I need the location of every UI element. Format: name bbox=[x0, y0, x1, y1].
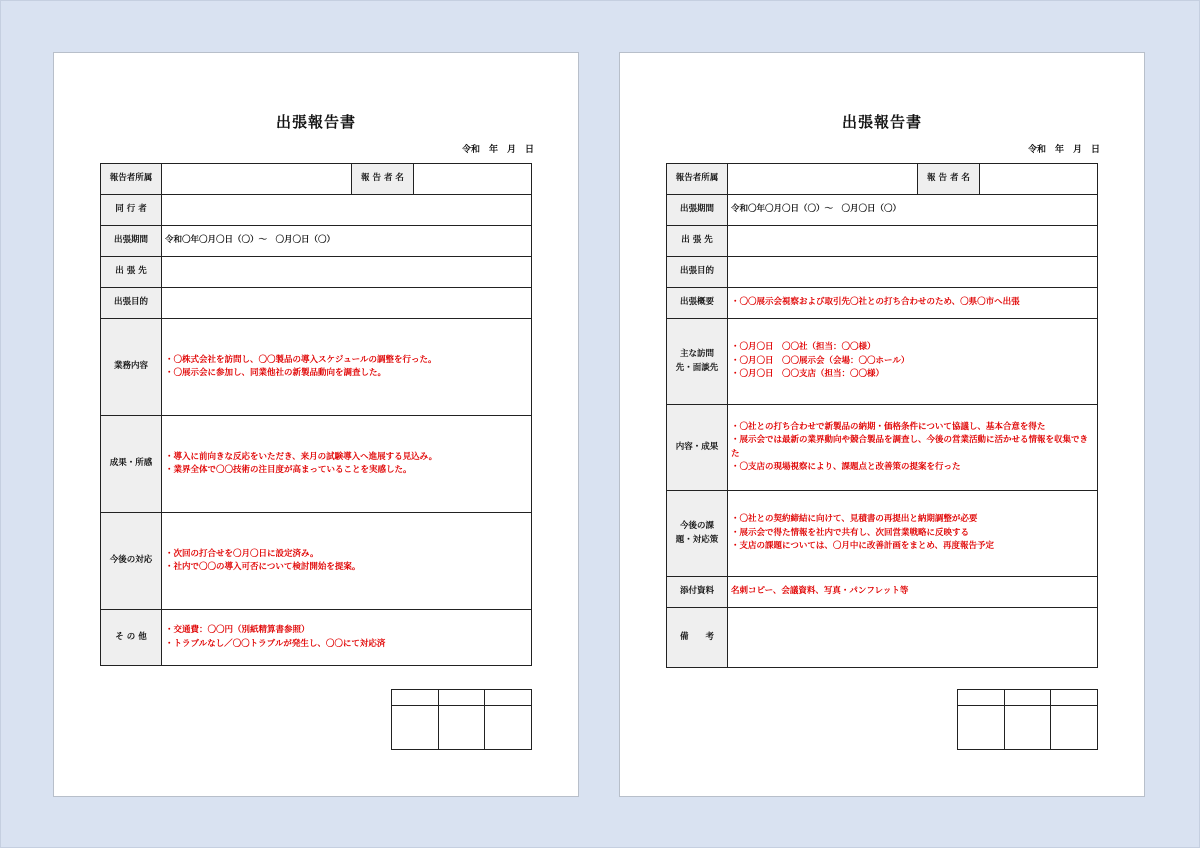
reporter-dept-label: 報告者所属 bbox=[101, 164, 162, 195]
other-label: そ の 他 bbox=[101, 610, 162, 666]
future-line-1: ・次回の打合せを〇月〇日に設定済み。 bbox=[165, 548, 319, 559]
stamp-header bbox=[485, 690, 532, 706]
page-title: 出張報告書 bbox=[275, 113, 356, 131]
result-line-2: ・業界全体で〇〇技術の注目度が高まっていることを実感した。 bbox=[165, 465, 412, 475]
visits-field[interactable] bbox=[728, 319, 1098, 405]
purpose-label: 出張目的 bbox=[101, 288, 162, 319]
reporter-dept-label: 報告者所属 bbox=[667, 164, 728, 195]
visits-line-2: ・〇月〇日 〇〇展示会（会場：〇〇ホール） bbox=[731, 355, 910, 366]
issues-label-line-1: 今後の課 bbox=[679, 521, 714, 531]
visits-line-1: ・〇月〇日 〇〇社（担当：〇〇様） bbox=[731, 342, 876, 353]
stamp-box[interactable] bbox=[1051, 706, 1098, 750]
work-label: 業務内容 bbox=[101, 319, 162, 416]
other-line-1: ・交通費：〇〇円（別紙精算書参照） bbox=[165, 625, 310, 635]
issues-line-3: ・支店の課題については、〇月中に改善計画をまとめ、再度報告予定 bbox=[731, 541, 994, 552]
attach-label: 添付資料 bbox=[667, 577, 728, 608]
issues-label-line-2: 題・対応策 bbox=[675, 534, 719, 545]
content-line-2: ・展示会では最新の業界動向や競合製品を調査し、今後の営業活動に活かせる情報を収集できた bbox=[731, 435, 1089, 459]
report-page-right bbox=[619, 52, 1145, 797]
period-field[interactable]: 令和〇年〇月〇日（〇）～ 〇月〇日（〇） bbox=[162, 226, 532, 257]
stamp-header bbox=[1051, 690, 1098, 706]
issues-field[interactable] bbox=[728, 491, 1098, 577]
stamp-box[interactable] bbox=[485, 706, 532, 750]
approval-stamp-boxes bbox=[391, 689, 532, 750]
reporter-dept-field[interactable] bbox=[162, 164, 352, 195]
stamp-header bbox=[392, 690, 439, 706]
issues-label bbox=[667, 491, 728, 577]
reporter-name-label: 報 告 者 名 bbox=[918, 164, 980, 195]
content-line-1: ・〇社との打ち合わせで新製品の納期・価格条件について協議し、基本合意を得た bbox=[731, 421, 1046, 432]
purpose-field[interactable] bbox=[162, 288, 532, 319]
companion-field[interactable] bbox=[162, 195, 532, 226]
destination-field[interactable] bbox=[162, 257, 532, 288]
companion-label: 同 行 者 bbox=[101, 195, 162, 226]
purpose-field[interactable] bbox=[728, 257, 1098, 288]
content-line-3: ・〇支店の現場視察により、課題点と改善策の提案を行った bbox=[731, 462, 961, 472]
reporter-name-field[interactable] bbox=[980, 164, 1098, 195]
future-line-2: ・社内で〇〇の導入可否について検討開始を提案。 bbox=[165, 562, 361, 572]
future-label: 今後の対応 bbox=[101, 513, 162, 610]
stamp-header bbox=[958, 690, 1005, 706]
stamp-header bbox=[438, 690, 485, 706]
future-field[interactable] bbox=[162, 513, 532, 610]
reporter-name-label: 報 告 者 名 bbox=[352, 164, 414, 195]
stamp-box[interactable] bbox=[392, 706, 439, 750]
visits-label bbox=[667, 319, 728, 405]
result-field[interactable] bbox=[162, 416, 532, 513]
period-label: 出張期間 bbox=[101, 226, 162, 257]
result-line-1: ・導入に前向きな反応をいただき、来月の試験導入へ進展する見込み。 bbox=[165, 451, 438, 462]
stamp-box[interactable] bbox=[958, 706, 1005, 750]
stamp-header bbox=[1004, 690, 1051, 706]
content-label: 内容・成果 bbox=[667, 405, 728, 491]
other-line-2: ・トラブルなし／〇〇トラブルが発生し、〇〇にて対応済 bbox=[165, 638, 386, 649]
result-label: 成果・所感 bbox=[101, 416, 162, 513]
destination-field[interactable] bbox=[728, 226, 1098, 257]
issues-line-2: ・展示会で得た情報を社内で共有し、次回営業戦略に反映する bbox=[731, 527, 970, 538]
work-line-2: ・〇展示会に参加し、同業他社の新製品動向を調査した。 bbox=[165, 368, 387, 378]
summary-line: ・〇〇展示会視察および取引先〇社との打ち合わせのため、〇県〇市へ出張 bbox=[731, 297, 1020, 308]
date-line: 令和 年 月 日 bbox=[1027, 145, 1100, 155]
stamp-box[interactable] bbox=[438, 706, 485, 750]
destination-label: 出 張 先 bbox=[101, 257, 162, 288]
other-field[interactable] bbox=[162, 610, 532, 666]
report-form-table bbox=[100, 163, 532, 666]
destination-label: 出 張 先 bbox=[667, 226, 728, 257]
visits-label-line-1: 主な訪問 bbox=[679, 349, 714, 359]
reporter-dept-field[interactable] bbox=[728, 164, 918, 195]
period-label: 出張期間 bbox=[667, 195, 728, 226]
remarks-field[interactable] bbox=[728, 608, 1098, 668]
work-field[interactable] bbox=[162, 319, 532, 416]
approval-stamp-boxes bbox=[957, 689, 1098, 750]
period-field[interactable]: 令和〇年〇月〇日（〇）～ 〇月〇日（〇） bbox=[728, 195, 1098, 226]
stamp-box[interactable] bbox=[1004, 706, 1051, 750]
issues-line-1: ・〇社との契約締結に向けて、見積書の再提出と納期調整が必要 bbox=[731, 514, 978, 525]
report-page-left bbox=[53, 52, 579, 797]
remarks-label: 備 考 bbox=[667, 608, 728, 668]
summary-label: 出張概要 bbox=[667, 288, 728, 319]
date-line: 令和 年 月 日 bbox=[461, 145, 534, 155]
reporter-name-field[interactable] bbox=[414, 164, 532, 195]
purpose-label: 出張目的 bbox=[667, 257, 728, 288]
report-form-table bbox=[666, 163, 1098, 668]
visits-line-3: ・〇月〇日 〇〇支店（担当：〇〇様） bbox=[731, 369, 885, 380]
content-field[interactable] bbox=[728, 405, 1098, 491]
attach-field[interactable]: 名刺コピー、会議資料、写真・パンフレット等 bbox=[728, 577, 1098, 608]
page-title: 出張報告書 bbox=[841, 113, 922, 131]
summary-field[interactable] bbox=[728, 288, 1098, 319]
visits-label-line-2: 先・面談先 bbox=[675, 362, 719, 373]
work-line-1: ・〇株式会社を訪問し、〇〇製品の導入スケジュールの調整を行った。 bbox=[165, 354, 437, 365]
